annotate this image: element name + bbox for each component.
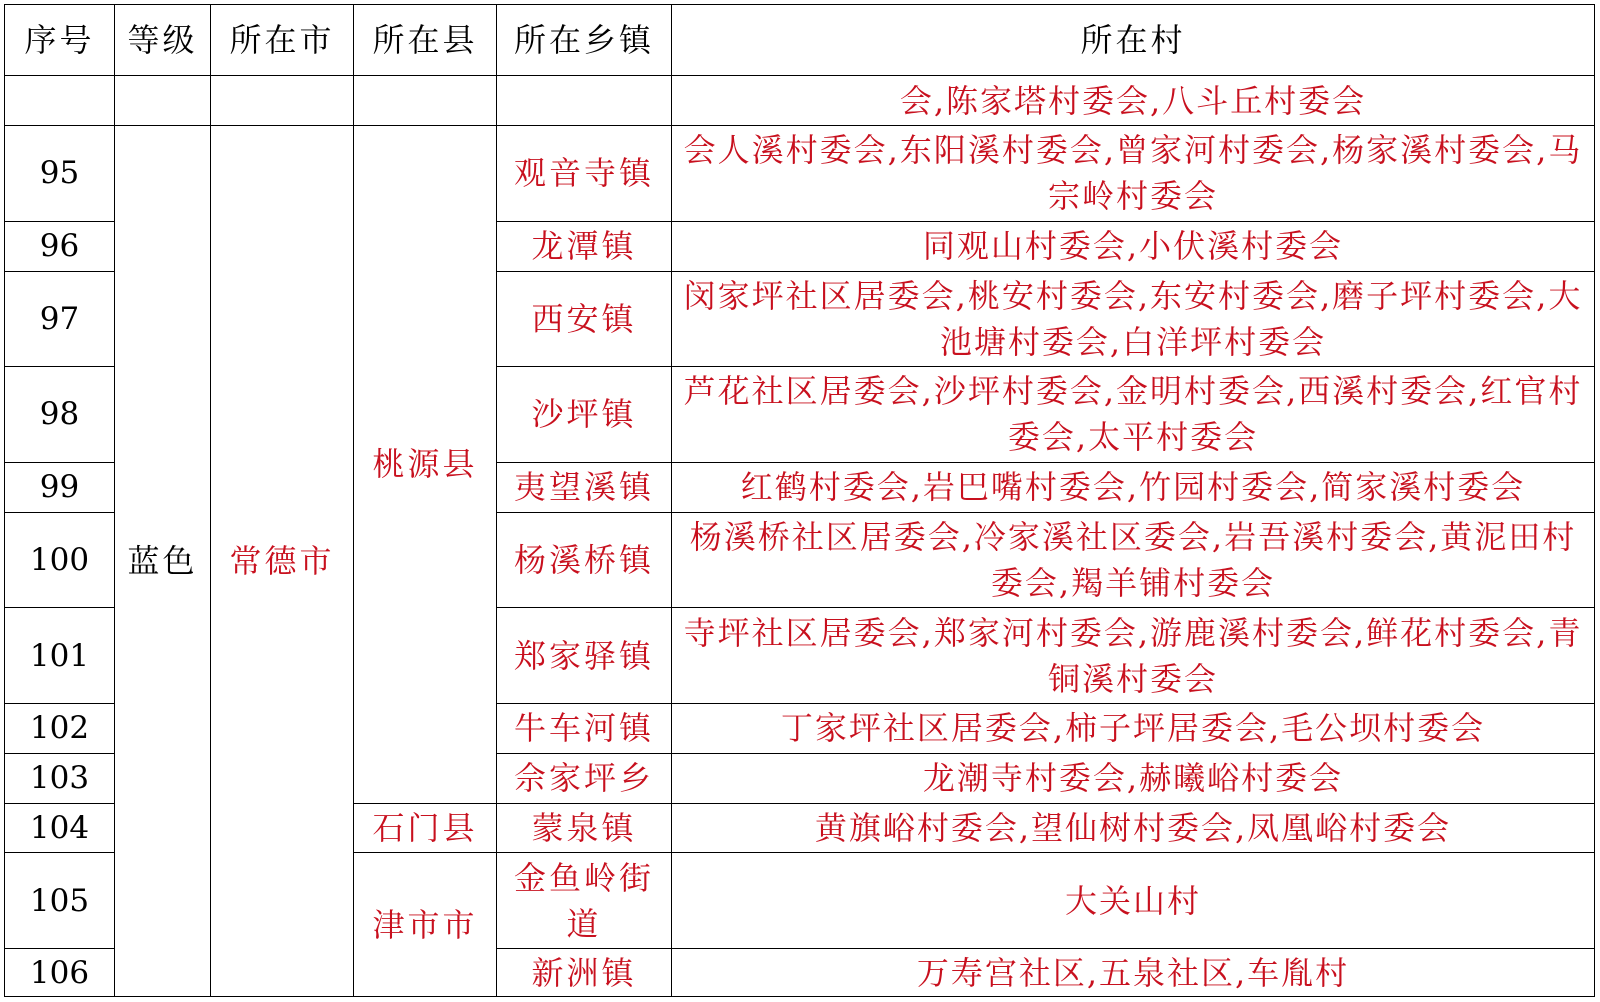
serial-cell: 104	[5, 803, 115, 853]
header-serial: 序号	[5, 5, 115, 76]
village-cell: 龙潮寺村委会,赫曦峪村委会	[672, 753, 1595, 803]
village-cell: 会人溪村委会,东阳溪村委会,曾家河村委会,杨家溪村委会,马宗岭村委会	[672, 126, 1595, 222]
town-cell: 牛车河镇	[497, 703, 672, 753]
village-cell: 同观山村委会,小伏溪村委会	[672, 221, 1595, 271]
village-cell: 丁家坪社区居委会,柿子坪居委会,毛公坝村委会	[672, 703, 1595, 753]
level-cell: 蓝色	[115, 126, 211, 997]
serial-cell: 101	[5, 608, 115, 704]
town-cell: 新洲镇	[497, 949, 672, 997]
header-row	[5, 5, 1595, 76]
county-cell: 石门县	[354, 803, 497, 853]
serial-cell: 103	[5, 753, 115, 803]
serial-cell: 99	[5, 462, 115, 512]
city-cell: 常德市	[211, 126, 354, 997]
village-cell: 会,陈家塔村委会,八斗丘村委会	[672, 76, 1595, 126]
town-cell: 观音寺镇	[497, 126, 672, 222]
header-city: 所在市	[211, 5, 354, 76]
village-cell: 闵家坪社区居委会,桃安村委会,东安村委会,磨子坪村委会,大池塘村委会,白洋坪村委会	[672, 271, 1595, 367]
serial-cell: 105	[5, 853, 115, 949]
serial-cell: 106	[5, 949, 115, 997]
town-cell: 佘家坪乡	[497, 753, 672, 803]
town-cell: 沙坪镇	[497, 367, 672, 463]
village-cell: 万寿宫社区,五泉社区,车胤村	[672, 949, 1595, 997]
village-cell: 大关山村	[672, 853, 1595, 949]
continuation-row	[5, 76, 1595, 126]
serial-cell: 97	[5, 271, 115, 367]
serial-cell: 95	[5, 126, 115, 222]
county-cell: 桃源县	[354, 126, 497, 804]
town-cell: 杨溪桥镇	[497, 512, 672, 608]
header-county: 所在县	[354, 5, 497, 76]
cell-empty	[5, 76, 115, 126]
county-cell: 津市市	[354, 853, 497, 997]
serial-cell: 98	[5, 367, 115, 463]
header-village: 所在村	[672, 5, 1595, 76]
village-cell: 红鹤村委会,岩巴嘴村委会,竹园村委会,简家溪村委会	[672, 462, 1595, 512]
cell-empty	[354, 76, 497, 126]
village-table	[4, 4, 1595, 997]
town-cell: 郑家驿镇	[497, 608, 672, 704]
village-cell: 芦花社区居委会,沙坪村委会,金明村委会,西溪村委会,红官村委会,太平村委会	[672, 367, 1595, 463]
table-row	[5, 126, 1595, 222]
town-cell: 金鱼岭街道	[497, 853, 672, 949]
header-town: 所在乡镇	[497, 5, 672, 76]
serial-cell: 96	[5, 221, 115, 271]
header-level: 等级	[115, 5, 211, 76]
village-cell: 杨溪桥社区居委会,冷家溪社区委会,岩吾溪村委会,黄泥田村委会,羯羊铺村委会	[672, 512, 1595, 608]
cell-empty	[497, 76, 672, 126]
village-cell: 寺坪社区居委会,郑家河村委会,游鹿溪村委会,鲜花村委会,青铜溪村委会	[672, 608, 1595, 704]
town-cell: 蒙泉镇	[497, 803, 672, 853]
cell-empty	[211, 76, 354, 126]
serial-cell: 102	[5, 703, 115, 753]
town-cell: 西安镇	[497, 271, 672, 367]
town-cell: 龙潭镇	[497, 221, 672, 271]
cell-empty	[115, 76, 211, 126]
village-cell: 黄旗峪村委会,望仙树村委会,凤凰峪村委会	[672, 803, 1595, 853]
town-cell: 夷望溪镇	[497, 462, 672, 512]
serial-cell: 100	[5, 512, 115, 608]
